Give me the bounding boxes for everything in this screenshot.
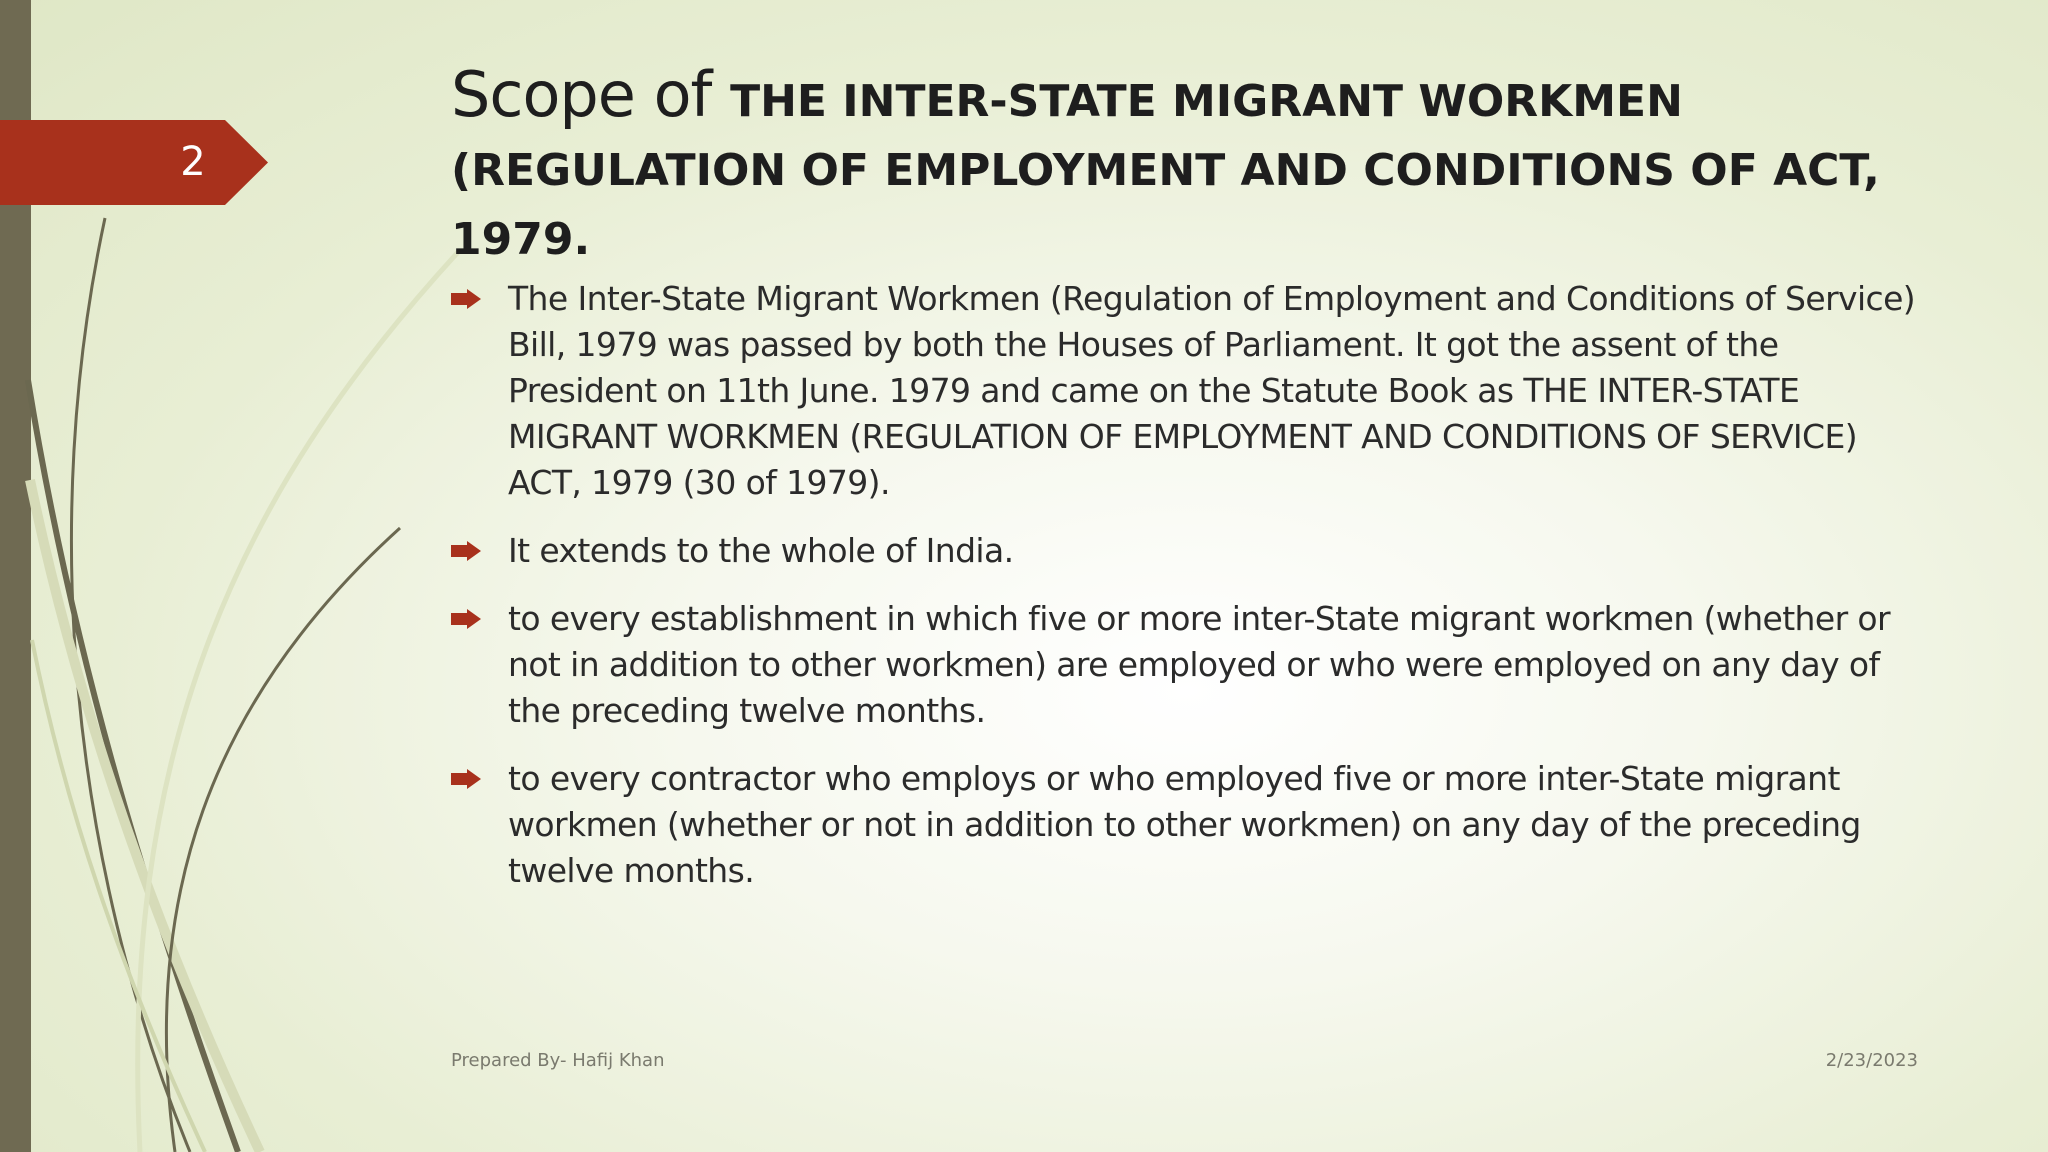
bullet-text: The Inter-State Migrant Workmen (Regulation of Employment and Conditions of Service) Bill, 1979 was passed by both the Houses of Parliament. It got the assent of the President on 11th June. 1979 and came on the Statute Book as THE INTER-STATE MIGRANT WORKMEN (REGULATION OF EMPLOYMENT AND CONDITIONS OF SERVICE) ACT, 1979 (30 of 1979). (508, 279, 1916, 502)
arrow-right-icon (451, 769, 481, 789)
arrow-right-icon (451, 289, 481, 309)
footer-date: 2/23/2023 (1825, 1050, 1918, 1071)
bullet-text: to every establishment in which five or more inter-State migrant workmen (whether or not in addition to other workmen) are employed or who were employed on any day of the preceding twelve months. (508, 599, 1890, 730)
bullet-list (451, 276, 1921, 916)
arrow-right-icon (451, 609, 481, 629)
title-lead: Scope of (451, 58, 731, 131)
slide-title (451, 58, 1911, 276)
slide-number: 2 (180, 139, 206, 185)
bullet-item (451, 528, 1921, 574)
arrow-right-icon (451, 541, 481, 561)
bullet-item (451, 276, 1921, 506)
bullet-text: to every contractor who employs or who employed five or more inter-State migrant workmen (whether or not in addition to other workmen) on any day of the preceding twelve months. (508, 759, 1861, 890)
bullet-item (451, 596, 1921, 734)
bullet-item (451, 756, 1921, 894)
footer-author: Prepared By- Hafij Khan (451, 1050, 665, 1071)
bullet-text: It extends to the whole of India. (508, 531, 1014, 570)
title-act-name: THE INTER-STATE MIGRANT WORKMEN (REGULATION OF EMPLOYMENT AND CONDITIONS OF ACT, 1979. (451, 76, 1880, 265)
